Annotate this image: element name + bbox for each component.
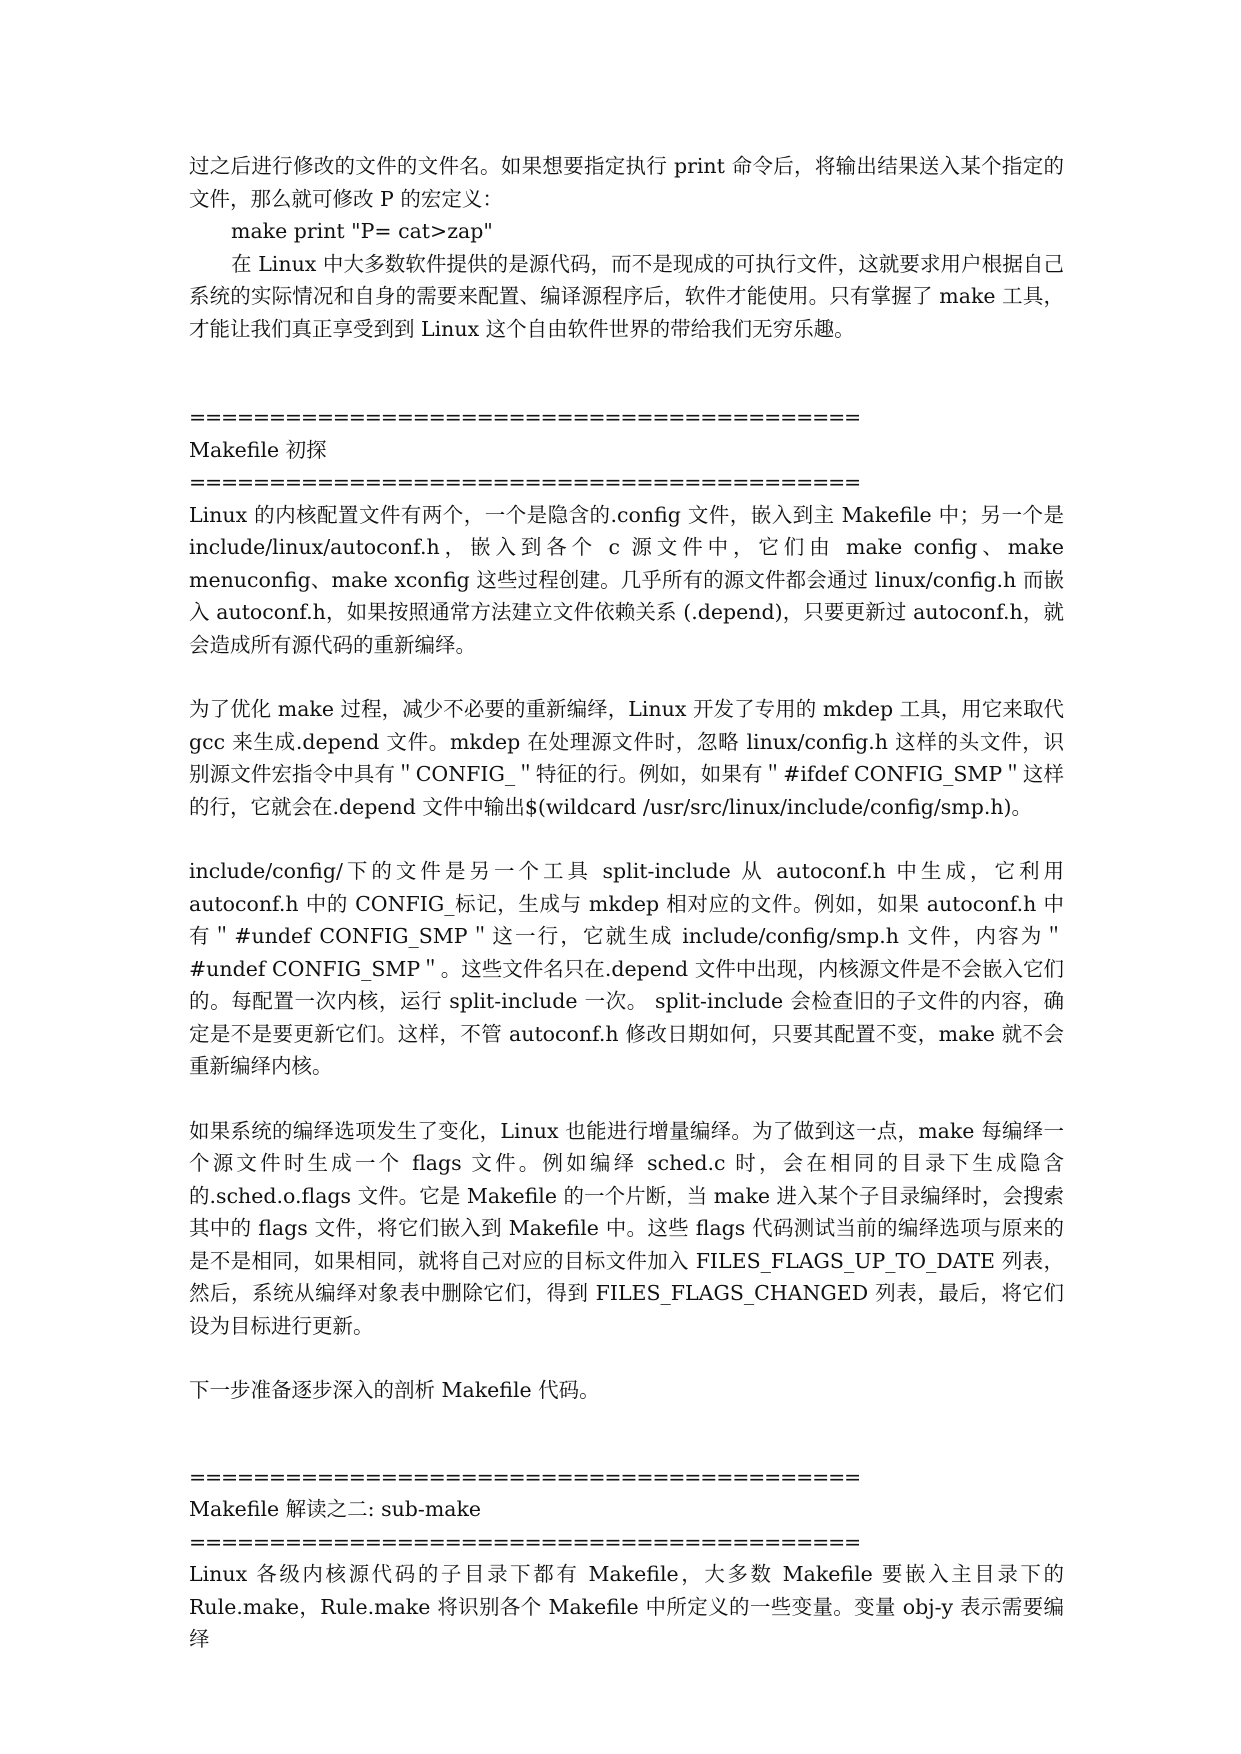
separator-rule: ========================================== — [189, 405, 861, 429]
intro-continuation: 过之后进行修改的文件的文件名。如果想要指定执行 print 命令后，将输出结果送入某个指定的文件，那么就可修改 P 的宏定义： — [189, 154, 1064, 211]
spacer — [189, 1439, 1064, 1461]
section-title: Makefile 初探 — [189, 437, 327, 462]
spacer — [189, 377, 1064, 401]
spacer — [189, 1083, 1064, 1115]
body-paragraph: 下一步准备逐步深入的剖析 Makefile 代码。 — [189, 1378, 600, 1402]
intro-paragraph: 在 Linux 中大多数软件提供的是源代码，而不是现成的可执行文件，这就要求用户根据自己系统的实际情况和自身的需要来配置、编译源程序后，软件才能使用。只有掌握了 make 工具，才能让我们真正享受到到 Linux 这个自由软件世界的带给我们无穷乐趣。 — [189, 251, 1064, 341]
document-page — [189, 150, 1064, 1656]
body-paragraph: 如果系统的编绎选项发生了变化，Linux 也能进行增量编绎。为了做到这一点，make 每编绎一个源文件时生成一个 flags 文件。例如编绎 sched.c 时，会在相同的目录下生成隐含的.sched.o.flags 文件。它是 Makefile 的一个片断，当 make 进入某个子目录编绎时，会搜索其中的 flags 文件，将它们嵌入到 Makefile 中。这些 flags 代码测试当前的编绎选项与原来的是不是相同，如果相同，就将自己对应的目标文件加入 FILES_FLAGS_UP_TO_DATE 列表，然后，系统从编绎对象表中删除它们，得到 FILES_FLAGS_CHANGED 列表，最后，将它们设为目标进行更新。 — [189, 1118, 1064, 1338]
body-paragraph: Linux 的内核配置文件有两个，一个是隐含的.config 文件，嵌入到主 Makefile 中；另一个是 include/linux/autoconf.h，嵌入到各个 c 源文件中，它们由 make config、make menuconfig、make xconfig 这些过程创建。几乎所有的源文件都会通过 linux/config.h 而嵌入 autoconf.h，如果按照通常方法建立文件依赖关系 (.depend)，只要更新过 autoconf.h，就会造成所有源代码的重新编绎。 — [189, 502, 1064, 657]
spacer — [189, 661, 1064, 693]
make-print-command: make print "P= cat>zap" — [231, 219, 493, 243]
separator-rule: ========================================== — [189, 470, 861, 494]
spacer — [189, 345, 1064, 377]
separator-rule: ========================================== — [189, 1464, 861, 1489]
body-paragraph: 为了优化 make 过程，减少不必要的重新编绎，Linux 开发了专用的 mkdep 工具，用它来取代 gcc 来生成.depend 文件。mkdep 在处理源文件时，忽略 linux/config.h 这样的头文件，识别源文件宏指令中具有＂CONFIG_＂特征的行。例如，如果有＂#ifdef CONFIG_SMP＂这样的行，它就会在.depend 文件中输出$(wildcard /usr/src/linux/include/config/smp.h)。 — [189, 697, 1064, 819]
body-paragraph: include/config/下的文件是另一个工具 split-include 从 autoconf.h 中生成，它利用 autoconf.h 中的 CONFIG_标记，生成与 mkdep 相对应的文件。例如，如果 autoconf.h 中有＂#undef CONFIG_SMP＂这一行，它就生成 include/config/smp.h 文件，内容为＂#undef CONFIG_SMP＂。这些文件名只在.depend 文件中出现，内核源文件是不会嵌入它们的。每配置一次内核，运行 split-include 一次。 split-include 会检查旧的子文件的内容，确定是不是要更新它们。这样，不管 autoconf.h 修改日期如何，只要其配置不变，make 就不会重新编绎内核。 — [189, 859, 1064, 1078]
spacer — [189, 1342, 1064, 1374]
spacer — [189, 823, 1064, 855]
separator-rule: ========================================== — [189, 1529, 861, 1554]
body-paragraph: Linux 各级内核源代码的子目录下都有 Makefile，大多数 Makefile 要嵌入主目录下的 Rule.make，Rule.make 将识别各个 Makefile 中所定义的一些变量。变量 obj-y 表示需要编绎 — [189, 1562, 1064, 1651]
spacer — [189, 1407, 1064, 1439]
section-title: Makefile 解读之二: sub-make — [189, 1497, 482, 1521]
